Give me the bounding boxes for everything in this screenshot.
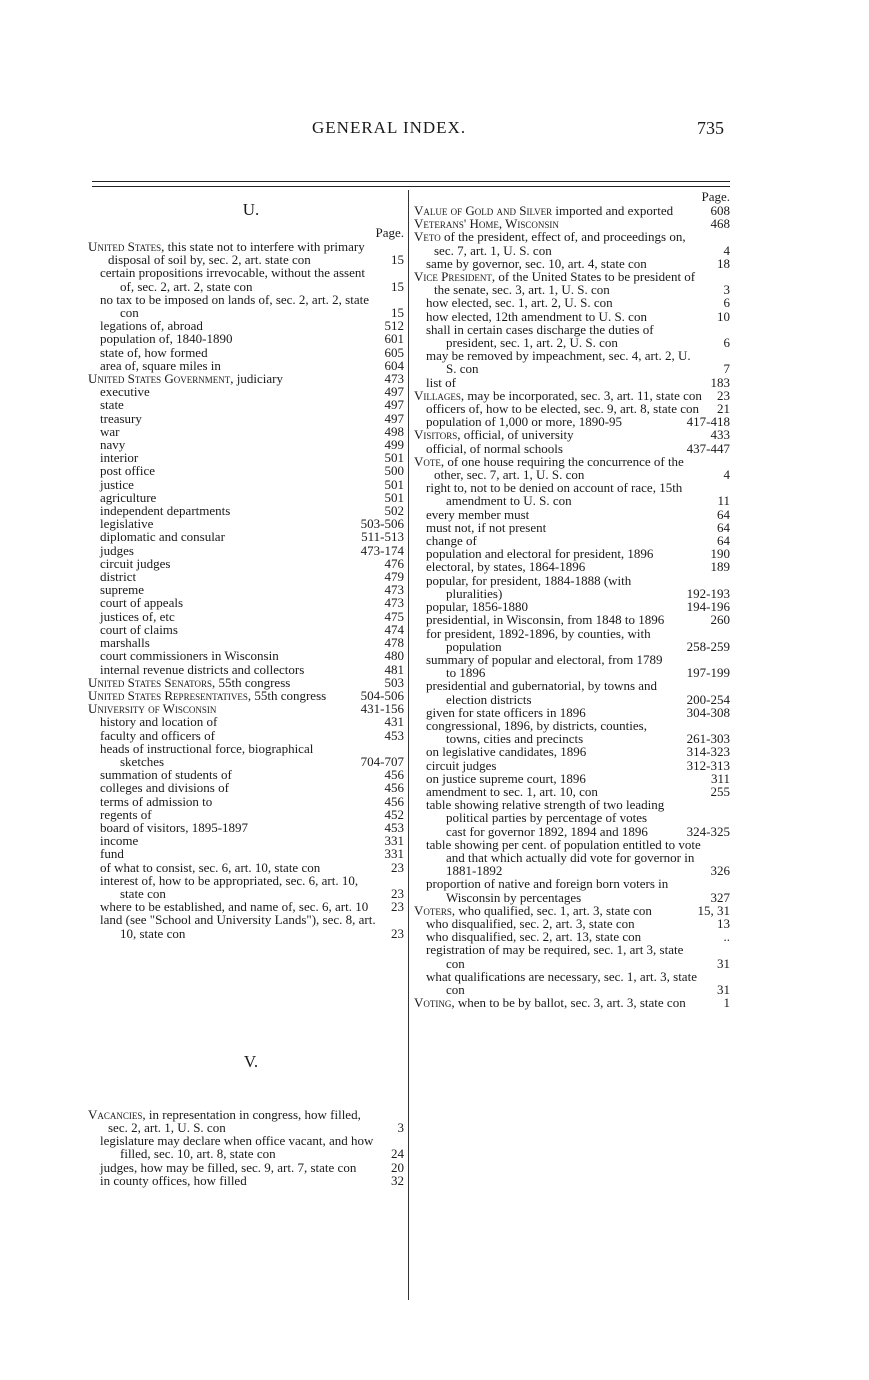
entry-page: .. [723, 929, 730, 945]
entry-page: 1 [723, 995, 730, 1011]
entry-page: 476 [384, 555, 404, 571]
entry-text: imported and exported [555, 203, 674, 218]
entry-text: officers of, how to be elected, sec. 9, art. 8, state con [426, 401, 700, 417]
entry-page: 23 [391, 899, 404, 915]
entry-text: 55th congress [254, 687, 327, 703]
page-number: 735 [697, 118, 724, 138]
entry-page: 32 [391, 1172, 404, 1188]
entry-page: 31 [717, 955, 730, 971]
entry-text: list of [426, 374, 456, 390]
index-entry [88, 240, 404, 266]
entry-page: 24 [391, 1146, 404, 1162]
index-entry [414, 627, 730, 653]
entry-page: 501 [384, 489, 404, 505]
index-entry [414, 323, 730, 349]
entry-text: in representation in congress, how filled, sec. 2, art. 1, U. S. con [108, 1106, 361, 1135]
entry-heading: Visitors, [414, 427, 461, 443]
entry-page: 501 [384, 476, 404, 492]
running-title: GENERAL INDEX. [312, 118, 467, 137]
entry-page: 452 [384, 806, 404, 822]
index-entry [414, 270, 730, 296]
index-entry [414, 574, 730, 600]
entry-text: 55th congress [218, 674, 291, 690]
entry-page: 497 [384, 410, 404, 426]
entry-heading: Voters, [414, 902, 456, 918]
entry-page: 13 [717, 915, 730, 931]
entry-page: 326 [710, 863, 730, 879]
entry-text: court commissioners in Wisconsin [100, 648, 279, 664]
entry-page: 456 [384, 793, 404, 809]
index-entry [414, 943, 730, 969]
entry-text: proportion of native and foreign born voters in Wisconsin by percentages [426, 876, 669, 905]
entry-text: presidential, in Wisconsin, from 1848 to 1896 [426, 612, 665, 628]
entry-heading: Voting, [414, 995, 455, 1011]
entry-page: 327 [710, 889, 730, 905]
entry-heading: Villages, [414, 387, 465, 403]
entry-page: 6 [723, 295, 730, 311]
entry-page: 479 [384, 569, 404, 585]
entry-text: judiciary [236, 371, 283, 387]
index-entry [414, 349, 730, 375]
entry-page: 473-174 [360, 542, 404, 558]
entry-page: 31 [717, 981, 730, 997]
index-entry [88, 266, 404, 292]
entry-page: 261-303 [686, 731, 730, 747]
entry-page: 15, 31 [697, 902, 730, 918]
entry-page: 64 [717, 506, 730, 522]
entry-page: 18 [717, 255, 730, 271]
entry-text: must not, if not present [426, 519, 547, 535]
entry-heading: Vote, [414, 453, 445, 469]
entry-text: judges [100, 542, 134, 558]
entry-page: 499 [384, 437, 404, 453]
entry-page: 498 [384, 423, 404, 439]
entry-text: colleges and divisions of [100, 780, 229, 796]
entry-text: justice [100, 476, 134, 492]
index-entry [88, 1108, 404, 1134]
entry-heading: Vice President, [414, 269, 496, 285]
entry-page: 468 [710, 216, 730, 232]
entry-text: interior [100, 450, 139, 466]
section-heading-u: U. [242, 200, 260, 219]
entry-text: land (see "School and University Lands"), sec. 8, art. 10, state con [100, 912, 376, 941]
entry-text: state of, how formed [100, 344, 208, 360]
entry-text: war [100, 423, 120, 439]
entry-page: 473 [384, 371, 404, 387]
entry-page: 324-325 [686, 823, 730, 839]
entry-heading: United States Senators, [88, 674, 216, 690]
entry-text: summation of students of [100, 767, 232, 783]
entry-text: of the United States to be president of the senate, sec. 3, art. 1, U. S. con [434, 269, 696, 298]
entry-text: justices of, etc [100, 608, 175, 624]
entry-heading: Vacancies, [88, 1106, 146, 1122]
entry-text: treasury [100, 410, 142, 426]
index-entry [88, 834, 404, 847]
entry-page: 189 [710, 559, 730, 575]
entry-text: district [100, 569, 137, 585]
entry-text: may be incorporated, sec. 3, art. 11, state con [467, 387, 702, 403]
entry-heading: Value of Gold and Silver [414, 203, 553, 218]
index-list-right [414, 204, 730, 1009]
entry-text: legislature may declare when office vacant, and how filled, sec. 10, art. 8, state con [100, 1133, 374, 1162]
entry-page: 478 [384, 635, 404, 651]
entry-page: 474 [384, 621, 404, 637]
entry-text: heads of instructional force, biographical sketches [100, 740, 314, 769]
entry-page: 417-418 [686, 414, 730, 430]
entry-page: 20 [391, 1159, 404, 1175]
entry-page: 331 [384, 846, 404, 862]
entry-page: 497 [384, 384, 404, 400]
entry-text: agriculture [100, 489, 157, 505]
entry-text: who qualified, sec. 1, art. 3, state con [458, 902, 652, 918]
index-entry [88, 412, 404, 425]
entry-text: population and electoral for president, 1896 [426, 546, 654, 562]
entry-text: executive [100, 384, 150, 400]
entry-text: what qualifications are necessary, sec. 1, art. 3, state con [426, 968, 697, 997]
index-entry [88, 742, 404, 768]
entry-text: popular, 1856-1880 [426, 599, 529, 615]
entry-page: 331 [384, 833, 404, 849]
entry-page: 3 [723, 282, 730, 298]
entry-text: given for state officers in 1896 [426, 704, 586, 720]
entry-text: who disqualified, sec. 2, art. 3, state con [426, 915, 635, 931]
entry-text: official, of university [463, 427, 574, 443]
entry-text: on legislative candidates, 1896 [426, 744, 587, 760]
section-heading-v: V. [243, 1051, 259, 1071]
entry-text: may be removed by impeachment, sec. 4, art. 2, U. S. con [426, 348, 691, 377]
entry-page: 311 [710, 770, 730, 786]
entry-page: 314-323 [686, 744, 730, 760]
entry-page: 501 [384, 450, 404, 466]
entry-page: 10 [717, 308, 730, 324]
entry-heading: United States Representatives, [88, 687, 252, 703]
entry-text: independent departments [100, 503, 231, 519]
entry-page: 504-506 [360, 687, 404, 703]
entry-text: amendment to sec. 1, art. 10, con [426, 783, 598, 799]
entry-heading: Veto [414, 229, 441, 245]
entry-page: 312-313 [686, 757, 730, 773]
entry-page: 255 [710, 783, 730, 799]
page-header [90, 118, 730, 142]
entry-text: legislative [100, 516, 154, 532]
entry-page: 3 [397, 1119, 404, 1135]
entry-heading: Veterans' Home, Wisconsin [414, 216, 559, 232]
index-entry [88, 293, 404, 319]
index-entry [88, 874, 404, 900]
page-label: Page. [375, 225, 404, 240]
entry-text: regents of [100, 806, 152, 822]
column-divider [408, 190, 409, 1300]
entry-page: 605 [384, 344, 404, 360]
index-entry [414, 798, 730, 838]
entry-text: population of, 1840-1890 [100, 331, 233, 347]
entry-text: popular, for president, 1884-1888 (with pluralities) [426, 572, 632, 601]
entry-text: diplomatic and consular [100, 529, 225, 545]
entry-page: 503-506 [360, 516, 404, 532]
entry-text: right to, not to be denied on account of race, 15th amendment to U. S. con [426, 480, 683, 509]
entry-text: history and location of [100, 714, 218, 730]
entry-page: 480 [384, 648, 404, 664]
entry-text: state [100, 397, 124, 413]
index-entry [88, 385, 404, 398]
entry-text: population of 1,000 or more, 1890-95 [426, 414, 623, 430]
entry-page: 473 [384, 595, 404, 611]
entry-page: 481 [384, 661, 404, 677]
entry-page: 433 [710, 427, 730, 443]
entry-page: 704-707 [360, 753, 404, 769]
entry-page: 456 [384, 780, 404, 796]
entry-page: 23 [391, 925, 404, 941]
index-entry [88, 913, 404, 939]
entry-text: when to be by ballot, sec. 3, art. 3, state con [457, 995, 686, 1011]
entry-text: electoral, by states, 1864-1896 [426, 559, 586, 575]
entry-page: 431 [384, 714, 404, 730]
entry-text: how elected, 12th amendment to U. S. con [426, 308, 647, 324]
entry-page: 608 [710, 203, 730, 218]
entry-page: 15 [391, 278, 404, 294]
entry-text: on justice supreme court, 1896 [426, 770, 586, 786]
index-entry [414, 719, 730, 745]
entry-text: internal revenue districts and collectors [100, 661, 305, 677]
entry-page: 23 [391, 859, 404, 875]
index-entry [88, 1134, 404, 1160]
entry-text: area of, square miles in [100, 357, 221, 373]
entry-text: circuit judges [100, 555, 171, 571]
index-list-u [88, 240, 404, 940]
index-entry [414, 481, 730, 507]
entry-text: summary of popular and electoral, from 1789 to 1896 [426, 651, 663, 681]
entry-text: shall in certain cases discharge the duties of president, sec. 1, art. 2, U. S. con [426, 321, 654, 351]
entry-text: post office [100, 463, 155, 479]
entry-page: 6 [723, 335, 730, 351]
entry-page: 192-193 [686, 585, 730, 601]
index-entry [414, 877, 730, 903]
entry-page: 15 [391, 252, 404, 268]
entry-page: 604 [384, 357, 404, 373]
entry-heading: United States Government, [88, 371, 234, 387]
entry-heading: University of Wisconsin [88, 701, 217, 717]
entry-page: 7 [723, 361, 730, 377]
entry-text: income [100, 833, 139, 849]
entry-page: 200-254 [686, 691, 730, 707]
entry-text: table showing per cent. of population entitled to vote and that which actually did vote for governor in 1881-1892 [426, 836, 701, 879]
entry-text: official, of normal schools [426, 440, 563, 456]
entry-text: in county offices, how filled [100, 1172, 247, 1188]
left-column [88, 200, 404, 1187]
entry-page: 21 [717, 401, 730, 417]
index-entry [88, 1174, 404, 1187]
index-entry [414, 838, 730, 878]
entry-page: 23 [391, 885, 404, 901]
header-rule-bottom [92, 186, 730, 187]
index-list-v [88, 1108, 404, 1187]
entry-text: court of appeals [100, 595, 184, 611]
index-entry [88, 464, 404, 477]
entry-heading: United States, [88, 239, 165, 254]
entry-text: board of visitors, 1895-1897 [100, 819, 249, 835]
entry-text: legations of, abroad [100, 318, 203, 334]
entry-page: 260 [710, 612, 730, 628]
entry-text: of one house requiring the concurrence of the other, sec. 7, art. 1, U. S. con [434, 453, 684, 483]
entry-text: marshalls [100, 635, 150, 651]
entry-text: no tax to be imposed on lands of, sec. 2, art. 2, state con [100, 291, 369, 321]
index-entry [414, 996, 730, 1009]
index-entry [414, 230, 730, 256]
entry-text: table showing relative strength of two leading political parties by percentage of votes cast for governor 1892, 1894 and 1896 [426, 797, 665, 839]
entry-text: how elected, sec. 1, art. 2, U. S. con [426, 295, 613, 311]
entry-text: terms of admission to [100, 793, 213, 809]
entry-text: fund [100, 846, 124, 862]
entry-text: faculty and officers of [100, 727, 215, 743]
entry-page: 512 [384, 318, 404, 334]
index-entry [414, 653, 730, 679]
entry-text: of the president, effect of, and proceedings on, sec. 7, art. 1, U. S. con [434, 229, 686, 258]
entry-text: congressional, 1896, by districts, counties, towns, cities and precincts [426, 717, 647, 747]
entry-text: presidential and gubernatorial, by towns and election districts [426, 678, 658, 707]
entry-page: 304-308 [686, 704, 730, 720]
entry-page: 502 [384, 503, 404, 519]
entry-text: same by governor, sec. 10, art. 4, state con [426, 255, 647, 271]
entry-page: 511-513 [361, 529, 404, 545]
entry-page: 64 [717, 519, 730, 535]
entry-page: 64 [717, 533, 730, 549]
entry-page: 194-196 [686, 599, 730, 615]
entry-page: 197-199 [686, 665, 730, 681]
entry-page: 258-259 [686, 638, 730, 654]
entry-text: court of claims [100, 621, 178, 637]
entry-text: for president, 1892-1896, by counties, with population [426, 625, 651, 654]
entry-page: 456 [384, 767, 404, 783]
entry-page: 453 [384, 727, 404, 743]
entry-text: interest of, how to be appropriated, sec. 6, art. 10, state con [100, 872, 359, 901]
entry-text: circuit judges [426, 757, 497, 773]
entry-page: 431-156 [360, 701, 404, 717]
entry-page: 497 [384, 397, 404, 413]
entry-page: 453 [384, 819, 404, 835]
entry-text: change of [426, 533, 477, 549]
entry-page: 437-447 [686, 440, 730, 456]
index-entry [88, 425, 404, 438]
entry-page: 473 [384, 582, 404, 598]
entry-text: registration of may be required, sec. 1, art 3, state con [426, 942, 684, 971]
right-column [414, 190, 730, 1009]
entry-text: supreme [100, 582, 145, 598]
page-label: Page. [701, 189, 730, 204]
entry-text: of what to consist, sec. 6, art. 10, state con [100, 859, 321, 875]
entry-page: 11 [717, 493, 730, 509]
entry-page: 475 [384, 608, 404, 624]
index-entry [414, 970, 730, 996]
entry-page: 500 [384, 463, 404, 479]
entry-page: 15 [391, 305, 404, 321]
entry-text: every member must [426, 506, 530, 522]
entry-text: navy [100, 437, 126, 453]
entry-text: certain propositions irrevocable, without the assent of, sec. 2, art. 2, state con [100, 265, 365, 294]
index-entry [414, 455, 730, 481]
entry-text: judges, how may be filled, sec. 9, art. 7, state con [100, 1159, 357, 1175]
header-rule-top [92, 181, 730, 182]
entry-text: where to be established, and name of, sec. 6, art. 10 [100, 899, 369, 915]
entry-page: 183 [710, 374, 730, 390]
entry-page: 4 [723, 467, 730, 483]
entry-page: 601 [384, 331, 404, 347]
entry-page: 190 [710, 546, 730, 562]
entry-page: 23 [717, 387, 730, 403]
entry-page: 503 [384, 674, 404, 690]
index-entry [414, 679, 730, 705]
entry-page: 4 [723, 242, 730, 258]
entry-text: who disqualified, sec. 2, art. 13, state con [426, 929, 642, 945]
index-entry [88, 530, 404, 543]
entry-text: this state not to interfere with primary disposal of soil by, sec. 2, art. state con [108, 239, 365, 268]
